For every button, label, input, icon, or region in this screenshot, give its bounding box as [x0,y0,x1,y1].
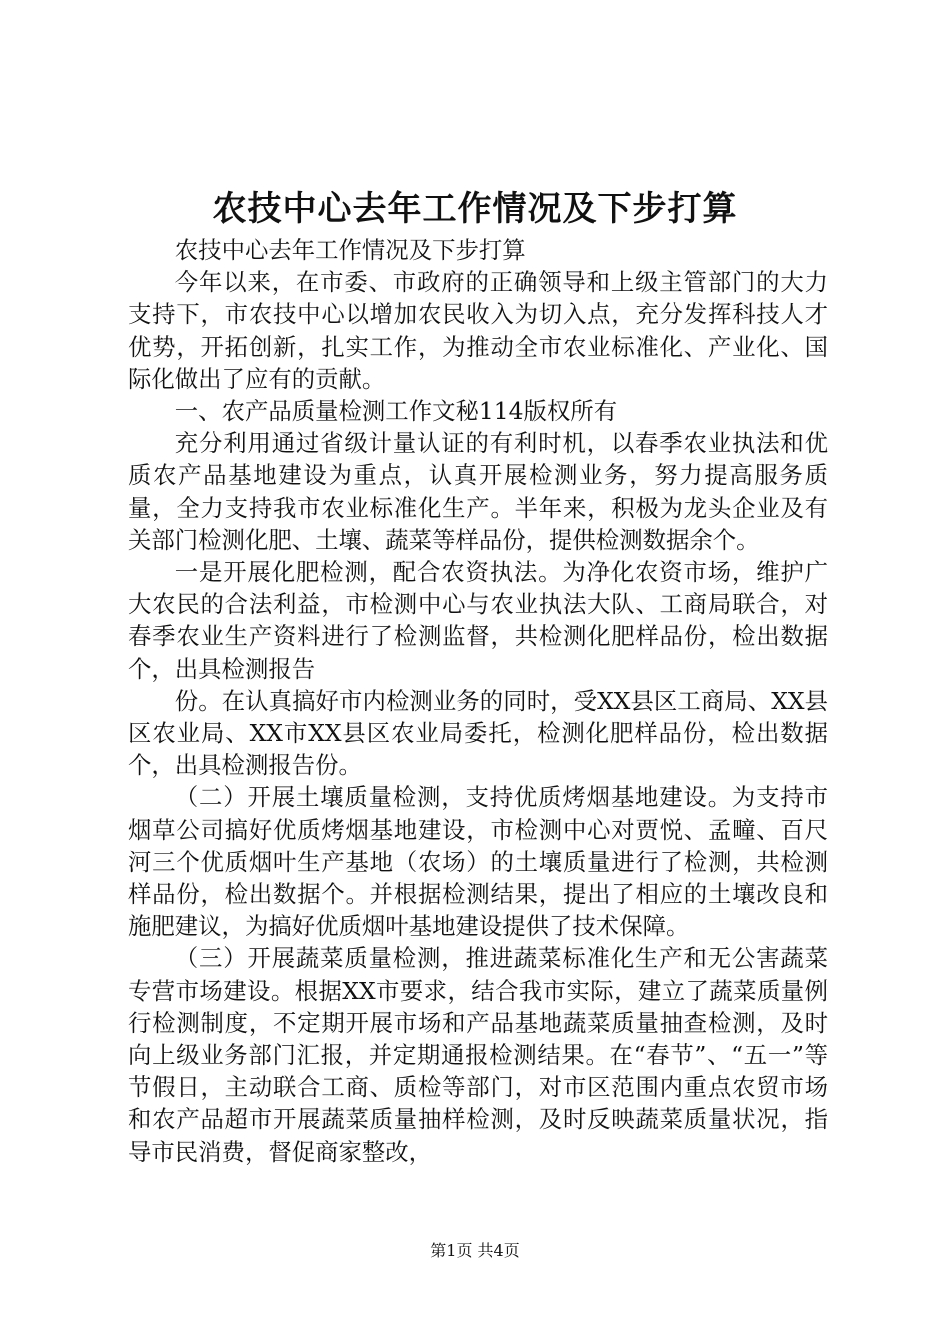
paragraph-fertilizer: 一是开展化肥检测，配合农资执法。为净化农资市场，维护广大农民的合法利益，市检测中心与农业执法大队、工商局联合，对春季农业生产资料进行了检测监督，共检测化肥样品份，检出数据个，出具检测报告 [128,558,828,683]
document-body [128,234,828,1168]
paragraph-intro: 今年以来，在市委、市政府的正确领导和上级主管部门的大力支持下，市农技中心以增加农民收入为切入点，充分发挥科技人才优势，开拓创新，扎实工作，为推动全市农业标准化、产业化、国际化做出了应有的贡献。 [128,268,828,393]
section-heading-1: 一、农产品质量检测工作文秘114版权所有 [174,397,618,426]
paragraph-soil: （二）开展土壤质量检测，支持优质烤烟基地建设。为支持市烟草公司搞好优质烤烟基地建设，市检测中心对贾悦、孟疃、百尺河三个优质烟叶生产基地（农场）的土壤质量进行了检测，共检测样品份，检出数据个。并根据检测结果，提出了相应的土壤改良和施肥建议，为搞好优质烟叶基地建设提供了技术保障。 [128,783,828,941]
document-title: 农技中心去年工作情况及下步打算 [212,189,738,229]
paragraph-vegetables: （三）开展蔬菜质量检测，推进蔬菜标准化生产和无公害蔬菜专营市场建设。根据XX市要求，结合我市实际，建立了蔬菜质量例行检测制度，不定期开展市场和产品基地蔬菜质量抽查检测，及时向上级业务部门汇报，并定期通报检测结果。在“春节”、“五一”等节假日，主动联合工商、质检等部门，对市区范围内重点农贸市场和农产品超市开展蔬菜质量抽样检测，及时反映蔬菜质量状况，指导市民消费，督促商家整改， [128,944,828,1166]
paragraph-fertilizer-continued: 份。在认真搞好市内检测业务的同时，受XX县区工商局、XX县区农业局、XX市XX县区农业局委托，检测化肥样品份，检出数据个，出具检测报告份。 [128,686,828,780]
paragraph-subtitle: 农技中心去年工作情况及下步打算 [174,236,526,264]
page-number-footer: 第1页 共4页 [430,1241,520,1260]
paragraph-overview: 充分利用通过省级计量认证的有利时机，以春季农业执法和优质农产品基地建设为重点，认真开展检测业务，努力提高服务质量，全力支持我市农业标准化生产。半年来，积极为龙头企业及有关部门检测化肥、土壤、蔬菜等样品份，提供检测数据余个。 [128,429,828,554]
